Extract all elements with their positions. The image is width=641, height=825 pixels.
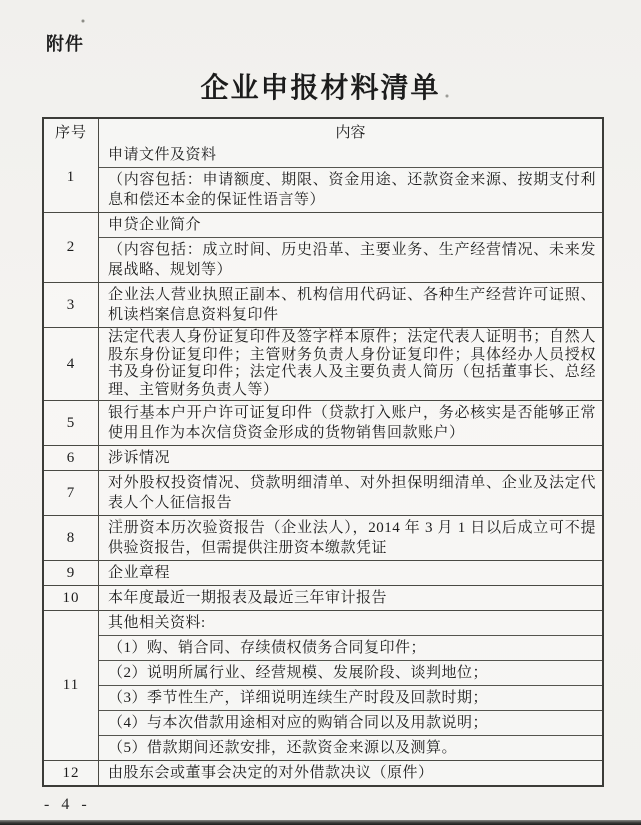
row-number: 1	[44, 143, 99, 212]
row-content	[99, 283, 602, 327]
row-number: 7	[44, 471, 99, 515]
column-header-content: 内容	[335, 124, 366, 141]
row-content-line: 对外股权投资情况、贷款明细清单、对外担保明细清单、企业及法定代表人个人征信报告	[108, 475, 596, 511]
row-content-line: 银行基本户开户许可证复印件（贷款打入账户，务必核实是否能够正常使用且作为本次信贷资金形成的货物销售回款账户）	[108, 405, 596, 441]
row-content-line: 申请文件及资料	[108, 147, 217, 163]
row-content	[99, 611, 602, 760]
table-row	[44, 327, 602, 400]
row-number: 6	[44, 446, 99, 470]
table-row	[44, 515, 602, 560]
row-content-line: （内容包括：申请额度、期限、资金用途、还款资金来源、按期支付利息和偿还本金的保证性语言等）	[99, 167, 602, 212]
row-content	[99, 471, 602, 515]
page-number: - 4 -	[44, 796, 91, 813]
table-row	[44, 610, 602, 760]
row-content-line: （4）与本次借款用途相对应的购销合同以及用款说明；	[99, 710, 602, 735]
row-content	[99, 761, 602, 785]
table-row	[44, 470, 602, 515]
row-number: 5	[44, 401, 99, 445]
row-number: 9	[44, 561, 99, 585]
row-content-line: 企业章程	[108, 565, 171, 581]
row-content	[99, 328, 602, 400]
table-body	[44, 143, 602, 785]
table-row	[44, 585, 602, 610]
row-content	[99, 401, 602, 445]
row-content	[99, 143, 602, 212]
column-header-number: 序号	[44, 119, 99, 143]
table-header-row	[44, 119, 602, 143]
row-content-line: （2）说明所属行业、经营规模、发展阶段、谈判地位；	[99, 660, 602, 685]
table-row	[44, 760, 602, 785]
row-content-line: 企业法人营业执照正副本、机构信用代码证、各种生产经营许可证照、机读档案信息资料复印件	[108, 287, 596, 323]
row-content-line: （内容包括：成立时间、历史沿革、主要业务、生产经营情况、未来发展战略、规划等）	[99, 237, 602, 282]
row-content-line: 法定代表人身份证复印件及签字样本原件；法定代表人证明书；自然人股东身份证复印件；主管财务负责人身份证复印件；具体经办人员授权书及身份证复印件；法定代表人及主要负责人简历（包括董事长、总经理、主管财务负责人等）	[108, 329, 596, 398]
row-content-line: （1）购、销合同、存续债权债务合同复印件；	[99, 635, 602, 660]
row-content-line: （5）借款期间还款安排，还款资金来源以及测算。	[99, 735, 602, 760]
row-content-line: 其他相关资料:	[108, 615, 206, 631]
row-number: 8	[44, 516, 99, 560]
table-row	[44, 282, 602, 327]
row-content	[99, 561, 602, 585]
table-row	[44, 143, 602, 212]
row-number: 4	[44, 328, 99, 400]
row-content	[99, 446, 602, 470]
row-content-line: 本年度最近一期报表及最近三年审计报告	[108, 590, 388, 606]
row-content	[99, 516, 602, 560]
row-content	[99, 586, 602, 610]
table-row	[44, 445, 602, 470]
row-number: 12	[44, 761, 99, 785]
row-number: 2	[44, 213, 99, 282]
row-content-line: （3）季节性生产，详细说明连续生产时段及回款时期；	[99, 685, 602, 710]
page-title: 企业申报材料清单	[200, 73, 441, 104]
row-content-line: 注册资本历次验资报告（企业法人），2014 年 3 月 1 日以后成立可不提供验资报告，但需提供注册资本缴款凭证	[108, 520, 596, 556]
row-number: 10	[44, 586, 99, 610]
table-row	[44, 212, 602, 282]
row-content	[99, 213, 602, 282]
attachment-label: 附件	[46, 34, 84, 54]
table-row	[44, 560, 602, 585]
row-number: 11	[44, 611, 99, 760]
table-row	[44, 400, 602, 445]
row-number: 3	[44, 283, 99, 327]
row-content-line: 涉诉情况	[108, 450, 171, 466]
scan-edge	[0, 820, 641, 825]
row-content-line: 申贷企业简介	[108, 217, 202, 233]
row-content-line: 由股东会或董事会决定的对外借款决议（原件）	[108, 765, 434, 781]
materials-table	[42, 117, 604, 787]
